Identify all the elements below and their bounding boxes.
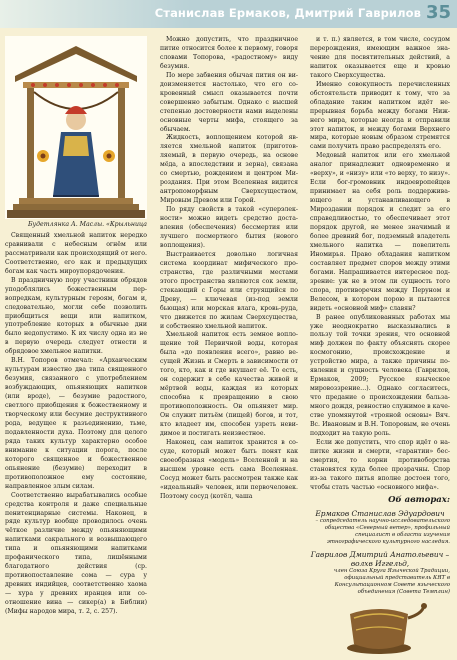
paragraph: и т. п.) является, в том числе, сосудом перерождения, имеющим важное значение для посвятительных действий, а напиток оказывается еще и кровью такого Сверхсущества. bbox=[310, 36, 450, 79]
paragraph: По мере забвения обычая пития он видоизменяется настолько, что его сокровенный смысл оказывается почти совершенно забытым. Однако с высшей степенью достоверности нами выделены основные черты мифа, стоящего за обычаем. bbox=[160, 71, 298, 133]
paragraph: Выстраивается довольно логичная система координат мифического пространства, где различными местами этого пространства являются сок земли, стекающий с Горы или струящийся по Древу, — ключевая (из-под земли бьющая) или морская влага, кровь-руда, что движется по жилам Сверхсущества, и собственно хмельной напиток. bbox=[160, 250, 298, 330]
author-2-name: Гаврилов Дмитрий Анатольевич – волхв Иггельд, bbox=[310, 549, 450, 568]
paragraph: Наконец, сам напиток хранится в сосуде, который может быть понят как своеобразная «модель» Вселенной и на высшем уровне есть сама Вселенная. Сосуд может быть рассмотрен также как «идеальный» человек, или первочеловек. Поэтому сосуд (котёл, чаша bbox=[160, 438, 298, 500]
author-1-description: – сопредседатель научно-исследовательского общества «Северный ветер», профильный специалист в области изучения этнографического культурного наследия. bbox=[315, 517, 450, 545]
paragraph: Священный хмельной напиток нередко сравнивали с небесным огнём или рассматривали как происходящий от него. Соответственно, его как и предыдущих богам как часть мироупорядочения. bbox=[5, 231, 147, 275]
paragraph: В праздничную пору участники обрядов уподоблялись божественным первопредкам, культурным героям, богам и, следовательно, могли себе позволить приобщиться вещи или напитком, употребление которых в обычные дни было недопустимо. К их числу одна из не в первую очередь следует отнести и обрядовое хмельное напитки. bbox=[5, 276, 147, 356]
paragraph: В ранее опубликованных работах мы уже неоднократно высказывались в пользу той точки зрения, что основной миф должен по факту объяснять скорее космогонию, происхождение и устройство мира, а также причины появления и сущность человека (Гаврилов, Ермаков, 2009; Русское языческое мировоззрение…). Однако согласитесь, что предание о происхождении бальзамного дождя, ревностно служимое в качестве упомянутой «трояной основы» Вяч. Вс. Ивановым и В.Н. Топоровым, не очень подходит на такую роль. bbox=[310, 313, 451, 437]
paragraph: Хмельной напиток есть земное воплощение той Первичной воды, которая была «до появления всего», равно весущей Жизнь и Смерть в зависимости от того, кто, как и где вкушает её. То есть, он содержит в себе качества живой и мёртвой воды, каждая из которых способна к превращению в свою противоположность. Он опьяняет мир. Он служит питьём (пищей) богов, и тот, кто владеет им, способен узреть невидимое и постигать неизвестное. bbox=[160, 331, 298, 437]
column-3 bbox=[310, 36, 450, 660]
illustration-caption: Будетлянка А. Маслы. «Крыльница bbox=[27, 221, 147, 228]
paragraph: Можно допустить, что праздничное питие относится более к первому, говоря словами Топорова, «радостному» виду безумия. bbox=[160, 36, 298, 70]
author-1-name: Ермаков Станислав Эдуардович bbox=[315, 508, 445, 518]
paragraph: Если же допустить, что спор идёт о напитке жизни и смерти, «гарантии» бессмертия, то корни противоборства становятся куда более прозрачны. Спор из-за такого питья вполне достоен того, чтобы стать частью «основного мифа». bbox=[310, 438, 450, 491]
paragraph: Соответственно вырабатывались особые средства контроля и даже специальные пенитенциарные системы. Наконец, в ряде культур вообще проводилось очень чёткое различие между опьяняющими напитками сакрального и возвышающего типа и опьяняющими напитками профанического типа, лишёнными благодатного действия (ср. противопоставление сома — сура у древних индийцев, соответственно хаома — хура у древних иранцев или соотношение вина — сикер(а) в Библии) (Мифы народов мира, т. 2, с. 257). bbox=[5, 491, 147, 615]
paragraph: Жидкость, воплощением которой является хмельной напиток (приготовляемый, в первую очередь, на основе мёда, а впоследствии и зерна), связана со смертью, рождением и центром Мироздания. При этом Вселенная видится антропоморфным Сверхсуществом, Мировым Древом или Горой. bbox=[160, 134, 298, 205]
paragraph: Медовый напиток или его хмельной аналог принадлежит одновременно и «верху», и «низу» или «то верху, то низу». Если бог-громовник индоевропейцев принимает на себя роль поддерживающего и устанавливающего в Мироздании порядок и следит за его справедливостью, то обеспечивает этот порядок другой, не менее значимый и более древний бог, подземный владетель хмельного напитка — повелитель Иномирья. Право обладания напитком составляет предмет споров между этими богами. Напрашивается интересное подзрение: уж не в этом ли сущность того спора, противоречия между Перуном и Велесом, в котором порою и пытаются видеть «основной миф» славян? bbox=[310, 152, 450, 312]
column-1 bbox=[5, 36, 147, 617]
header-authors: Станислав Ермаков, Дмитрий Гаврилов bbox=[154, 6, 421, 20]
illustration-drawing bbox=[5, 36, 147, 219]
column-2 bbox=[160, 36, 298, 502]
paragraph: По ряду свойств в такой «суперэлекности» можно видеть средство доставления (обеспечения) бессмертия или лучшего посмертного бытия (нового воплощения). bbox=[160, 206, 298, 249]
page-number: 35 bbox=[425, 2, 451, 23]
vessel-image bbox=[310, 600, 448, 656]
illustration bbox=[5, 36, 147, 219]
author-2-description: член Союза Круга Языческой Традиции, официальный представитель КЯТ в Консультационном Совете языческого объединения (Совета Темплин) bbox=[333, 567, 450, 595]
about-authors-heading: Об авторах: bbox=[388, 494, 450, 505]
paragraph: Именно совокупность перечисленных обстоятельств приводит к тому, что за обладание таким напитком идёт непрерывная борьба между богами Нижнего мира, которые неогда и отправили этот напиток, и между богами Верхнего мира, которые новым образом стремятся сами получить право распределять его. bbox=[310, 80, 450, 151]
page-header bbox=[0, 0, 457, 28]
paragraph: В.Н. Топоров отмечал: «Архаическим культурам известно два типа священного безумия, связанного с употреблением возбуждающих, опьяняющих напитков (или вроде), — безумие радостного, светлого приобщения к божественному и творческому или бесумие деструктивного рода, ведущее к разъединению, тьме, подавленности духа. Поэтому для целого ряда таких культур характерно особое внимание к ситуации порога, после которого священное и божественное опьянение (безумие) переходит в противоположное ему состояние, направленное злым силам. bbox=[5, 357, 147, 490]
